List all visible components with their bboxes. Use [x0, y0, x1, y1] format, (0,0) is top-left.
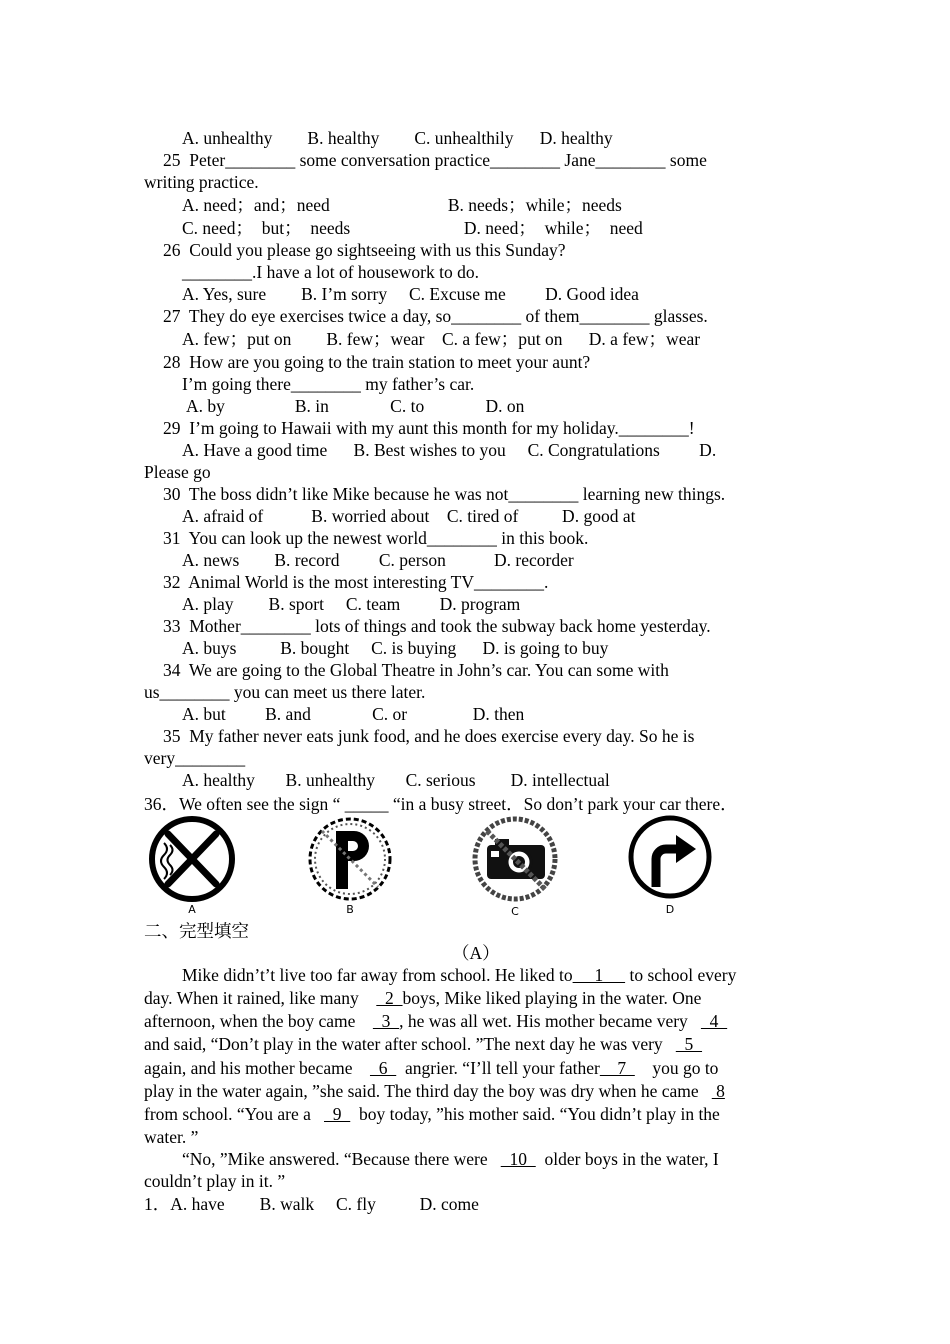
passage-text: “No, ”Mike answered. “Because there were [182, 1149, 501, 1169]
cloze-blank: 6 [369, 1058, 397, 1078]
passage-text: from school. “You are a [144, 1104, 324, 1124]
q33-options: A. buys B. bought C. is buying D. is going to buy [182, 638, 609, 658]
cloze-blank: 7 [599, 1058, 635, 1078]
passage-line [144, 1170, 285, 1192]
q35-options: A. healthy B. unhealthy C. serious D. intellectual [182, 770, 610, 790]
cloze-blank: 3 [372, 1011, 400, 1031]
passage-line [144, 1080, 725, 1102]
q26-options: A. Yes, sure B. I’m sorry C. Excuse me D. Good idea [182, 284, 639, 304]
passage-line [144, 1057, 718, 1079]
q31-stem: 31 You can look up the newest world________ in this book. [163, 528, 589, 548]
q34-options: A. but B. and C. or D. then [182, 704, 525, 724]
passage-line [144, 1126, 198, 1148]
passage-text: boys, Mike liked playing in the water. One [402, 988, 702, 1008]
no-parking-icon [300, 815, 400, 905]
passage-text: afternoon, when the boy came [144, 1011, 373, 1031]
q32-stem: 32 Animal World is the most interesting TV________. [163, 572, 549, 592]
passage-text: water. ” [144, 1127, 199, 1147]
cloze-blank: 8 [711, 1081, 725, 1101]
passage-text: Mike didn’t’t live too far away from school. He liked to [182, 965, 573, 985]
sign-option-a [142, 815, 242, 919]
passage-line [144, 1010, 727, 1032]
passage-text: , he was all wet. His mother became very [399, 1011, 701, 1031]
q34-stem-continued: us________ you can meet us there later. [144, 682, 426, 702]
cloze-blank: 4 [700, 1011, 728, 1031]
q25-stem: 25 Peter________ some conversation practice________ Jane________ some [163, 150, 707, 170]
sign-option-b [300, 815, 400, 919]
cloze-q1-options: 1．A. have B. walk C. fly D. come [144, 1194, 479, 1214]
q35-stem: 35 My father never eats junk food, and he does exercise every day. So he is [163, 726, 695, 746]
sign-letter-b: B [346, 903, 354, 916]
sign-letter-c: C [511, 905, 519, 918]
passage-text: again, and his mother became [144, 1058, 370, 1078]
sign-option-c [465, 815, 565, 919]
q27-options: A. few；put on B. few；wear C. a few；put on D. a few；wear [182, 329, 701, 349]
section-heading: 二、完型填空 [144, 921, 249, 941]
q27-stem: 27 They do eye exercises twice a day, so________ of them________ glasses. [163, 306, 708, 326]
q28-reply: I’m going there________ my father’s car. [182, 374, 475, 394]
no-photography-icon [465, 815, 565, 905]
passage-line [182, 964, 736, 986]
q31-options: A. news B. record C. person D. recorder [182, 550, 574, 570]
passage-text: to school every [625, 965, 737, 985]
sign-letter-a: A [188, 903, 196, 916]
passage-text: day. When it rained, like many [144, 988, 377, 1008]
passage-line [144, 1103, 720, 1125]
q35-stem-continued: very________ [144, 748, 246, 768]
q26-stem: 26 Could you please go sightseeing with us this Sunday? [163, 240, 566, 260]
cloze-blank: 9 [324, 1104, 351, 1124]
cloze-blank: 2 [376, 988, 403, 1008]
passage-text: couldn’t play in it. ” [144, 1171, 286, 1191]
q25-stem-continued: writing practice. [144, 172, 259, 192]
q25-options-cd: C. need； but； needs D. need； while； need [182, 218, 643, 238]
q28-options: A. by B. in C. to D. on [186, 396, 525, 416]
passage-line [144, 1033, 702, 1055]
no-smoking-icon [142, 815, 242, 905]
cloze-blank: 5 [675, 1034, 703, 1054]
passage-label: （A） [452, 943, 500, 963]
q29-options: A. Have a good time B. Best wishes to you C. Congratulations D. [182, 440, 717, 460]
q25-options-ab: A. need；and；need B. needs；while；needs [182, 195, 622, 215]
q34-stem: 34 We are going to the Global Theatre in John’s car. You can some with [163, 660, 669, 680]
passage-text: play in the water again, ”she said. The third day the boy was dry when he came [144, 1081, 712, 1101]
cloze-blank: 1 [572, 965, 626, 985]
turn-right-icon [620, 815, 720, 905]
q33-stem: 33 Mother________ lots of things and took the subway back home yesterday. [163, 616, 711, 636]
passage-line [144, 987, 701, 1009]
q30-options: A. afraid of B. worried about C. tired of D. good at [182, 506, 636, 526]
q24-options: A. unhealthy B. healthy C. unhealthily D. healthy [182, 128, 613, 148]
passage-line [182, 1148, 719, 1170]
q36-sign-options [140, 815, 780, 925]
passage-text: older boys in the water, I [535, 1149, 719, 1169]
sign-option-d [620, 815, 720, 919]
cloze-blank: 10 [500, 1149, 536, 1169]
q26-reply: ________.I have a lot of housework to do. [182, 262, 479, 282]
q28-stem: 28 How are you going to the train station to meet your aunt? [163, 352, 591, 372]
q32-options: A. play B. sport C. team D. program [182, 594, 521, 614]
q29-stem: 29 I’m going to Hawaii with my aunt this month for my holiday.________! [163, 418, 695, 438]
passage-text: boy today, ”his mother said. “You didn’t play in the [350, 1104, 720, 1124]
q29-options-continued: Please go [144, 462, 211, 482]
passage-text: you go to [634, 1058, 719, 1078]
passage-text: and said, “Don’t play in the water after school. ”The next day he was very [144, 1034, 676, 1054]
sign-letter-d: D [665, 903, 675, 916]
q30-stem: 30 The boss didn’t like Mike because he was not________ learning new things. [163, 484, 726, 504]
q36-stem: 36．We often see the sign “ _____ “in a busy street．So don’t park your car there． [144, 794, 738, 814]
passage-text: angrier. “I’ll tell your father [396, 1058, 600, 1078]
